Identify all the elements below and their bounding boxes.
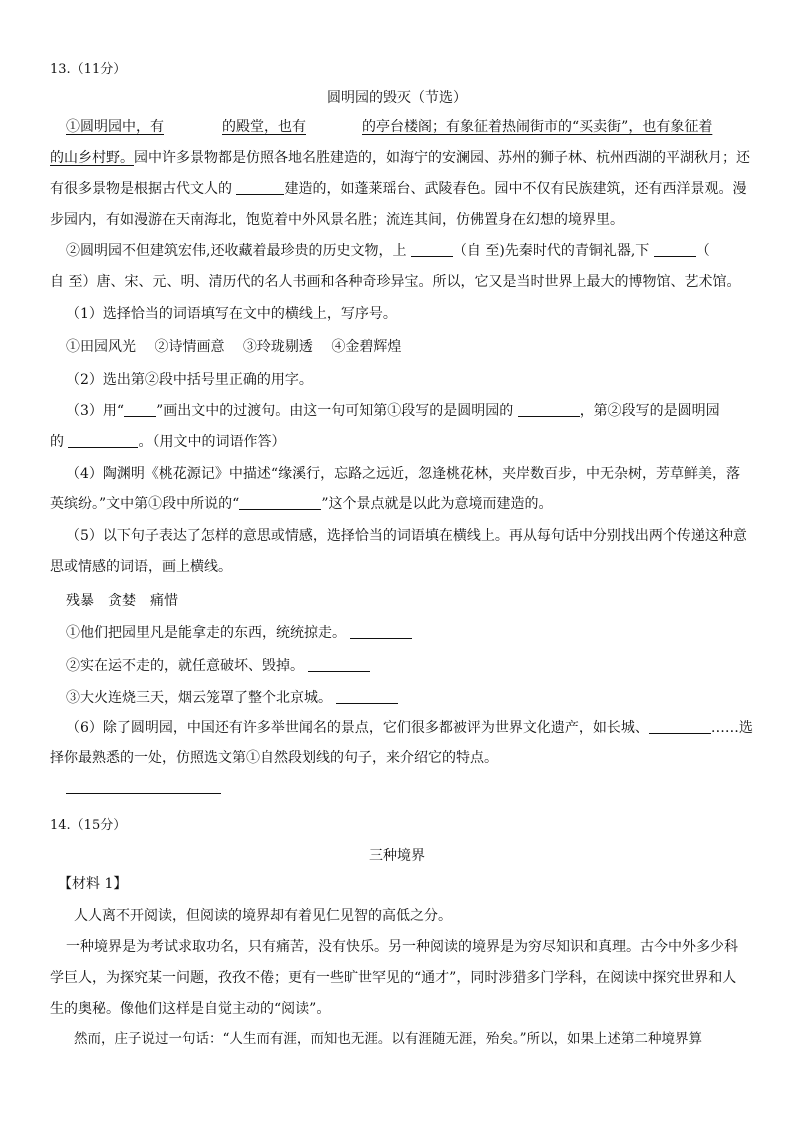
sub-question-4-line-2: 英缤纷。”文中第①段中所说的“ ”这个景点就是以此为意境而建造的。 — [50, 496, 553, 512]
blank-4[interactable] — [411, 242, 453, 257]
sub-question-5-line-1: （5）以下句子表达了怎样的意思或情感，选择恰当的词语填在横线上。再从每句话中分别找出两个传递这种意 — [66, 528, 747, 544]
p2-line-1: ②圆明园不但建筑宏伟,还收藏着最珍贵的历史文物，上 （自 至)先秦时代的青铜礼器,下 （ — [66, 243, 710, 259]
passage-title-three-realms: 三种境界 — [369, 848, 425, 864]
blank-7[interactable] — [518, 402, 580, 417]
sentence-2: ②实在运不走的，就任意破坏、毁掉。 — [66, 656, 766, 676]
p1-line-3: 有很多景物是根据古代文人的 建造的，如蓬莱瑶台、武陵春色。园中不仅有民族建筑，还有西洋景观。漫 — [50, 181, 747, 197]
material-1-label: 【材料 1】 — [58, 876, 128, 892]
sub-question-4-line-1: （4）陶渊明《桃花源记》中描述“缘溪行，忘路之远近，忽逢桃花林，夹岸数百步，中无杂树，芳草鲜美，落 — [66, 466, 741, 482]
blank-2[interactable] — [306, 119, 362, 133]
sentence-3: ③大火连烧三天，烟云笼罩了整个北京城。 — [66, 688, 766, 708]
sub-question-6-line-2: 择你最熟悉的一处，仿照选文第①自然段划线的句子，来介绍它的特点。 — [50, 750, 498, 766]
blank-9[interactable] — [239, 495, 321, 510]
blank-3[interactable] — [236, 180, 284, 195]
sub-question-1: （1）选择恰当的词语填写在文中的横线上，写序号。 — [66, 306, 397, 322]
blank-6[interactable] — [124, 402, 156, 417]
sentence-1: ①他们把园里凡是能拿走的东西，统统掠走。 — [66, 623, 766, 643]
question-13-number: 13.（11分） — [50, 62, 127, 77]
q14-paragraph-1: 人人离不开阅读，但阅读的境界却有着见仁见智的高低之分。 — [74, 908, 452, 924]
sub-question-3-line-2: 的 。（用文中的词语作答） — [50, 434, 286, 450]
blank-1[interactable] — [164, 119, 222, 133]
p2-line-2: 自 至）唐、宋、元、明、清历代的名人书画和各种奇珍异宝。所以，它又是当时世界上最大的博物馆、艺术馆。 — [50, 274, 741, 290]
q14-paragraph-2-line-1: 一种境界是为考试求取功名，只有痛苦，没有快乐。另一种阅读的境界是为穷尽知识和真理。古今中外多少科 — [66, 939, 738, 955]
q14-paragraph-2-line-3: 生的奥秘。像他们这样是自觉主动的“阅读”。 — [50, 1001, 331, 1017]
sub-question-5-line-2: 思或情感的词语，画上横线。 — [50, 559, 232, 575]
word-options: ①田园风光 ②诗情画意 ③玲珑剔透 ④金碧辉煌 — [66, 339, 402, 355]
q14-paragraph-3: 然而，庄子说过一句话：“人生而有涯，而知也无涯。以有涯随无涯，殆矣。”所以，如果上述第二种境界算 — [74, 1031, 703, 1047]
answer-line[interactable] — [66, 793, 221, 794]
sub-question-2: （2）选出第②段中括号里正确的用字。 — [66, 372, 313, 388]
blank-8[interactable] — [68, 433, 138, 448]
p1-line-4: 步园内，有如漫游在天南海北，饱览着中外风景名胜；流连其间，仿佛置身在幻想的境界里。 — [50, 212, 624, 228]
sub-question-3-line-1: （3）用“ ”画出文中的过渡句。由这一句可知第①段写的是圆明园的 ，第②段写的是圆明园 — [66, 403, 720, 419]
q14-paragraph-2-line-2: 学巨人，为探究某一问题，孜孜不倦；更有一些旷世罕见的“通才”，同时涉猎多门学科，在阅读中探究世界和人 — [50, 970, 737, 986]
p1-underlined-b: 的山乡村野。 — [50, 150, 134, 166]
blank-10[interactable] — [350, 624, 412, 639]
sub-question-6-line-1: （6）除了圆明园，中国还有许多举世闻名的景点，它们很多都被评为世界文化遗产，如长城、 ……选 — [66, 720, 753, 736]
p1-line-1 — [66, 117, 766, 137]
word-bank: 残暴 贪婪 痛惜 — [66, 593, 178, 609]
blank-12[interactable] — [336, 689, 398, 704]
blank-13[interactable] — [649, 719, 711, 734]
p1-underlined-a: ①圆明园中，有 的殿堂，也有 的亭台楼阁；有象征着热闹街市的“买卖街”，也有象征着 — [66, 119, 713, 135]
passage-title-yuanmingyuan: 圆明园的毁灭（节选） — [327, 90, 467, 106]
blank-5[interactable] — [654, 242, 696, 257]
blank-11[interactable] — [308, 657, 370, 672]
question-14-number: 14.（15分） — [50, 818, 127, 833]
p1-line-2: 的山乡村野。园中许多景物都是仿照各地名胜建造的，如海宁的安澜园、苏州的狮子林、杭州西湖的平湖秋月；还 — [50, 150, 750, 166]
